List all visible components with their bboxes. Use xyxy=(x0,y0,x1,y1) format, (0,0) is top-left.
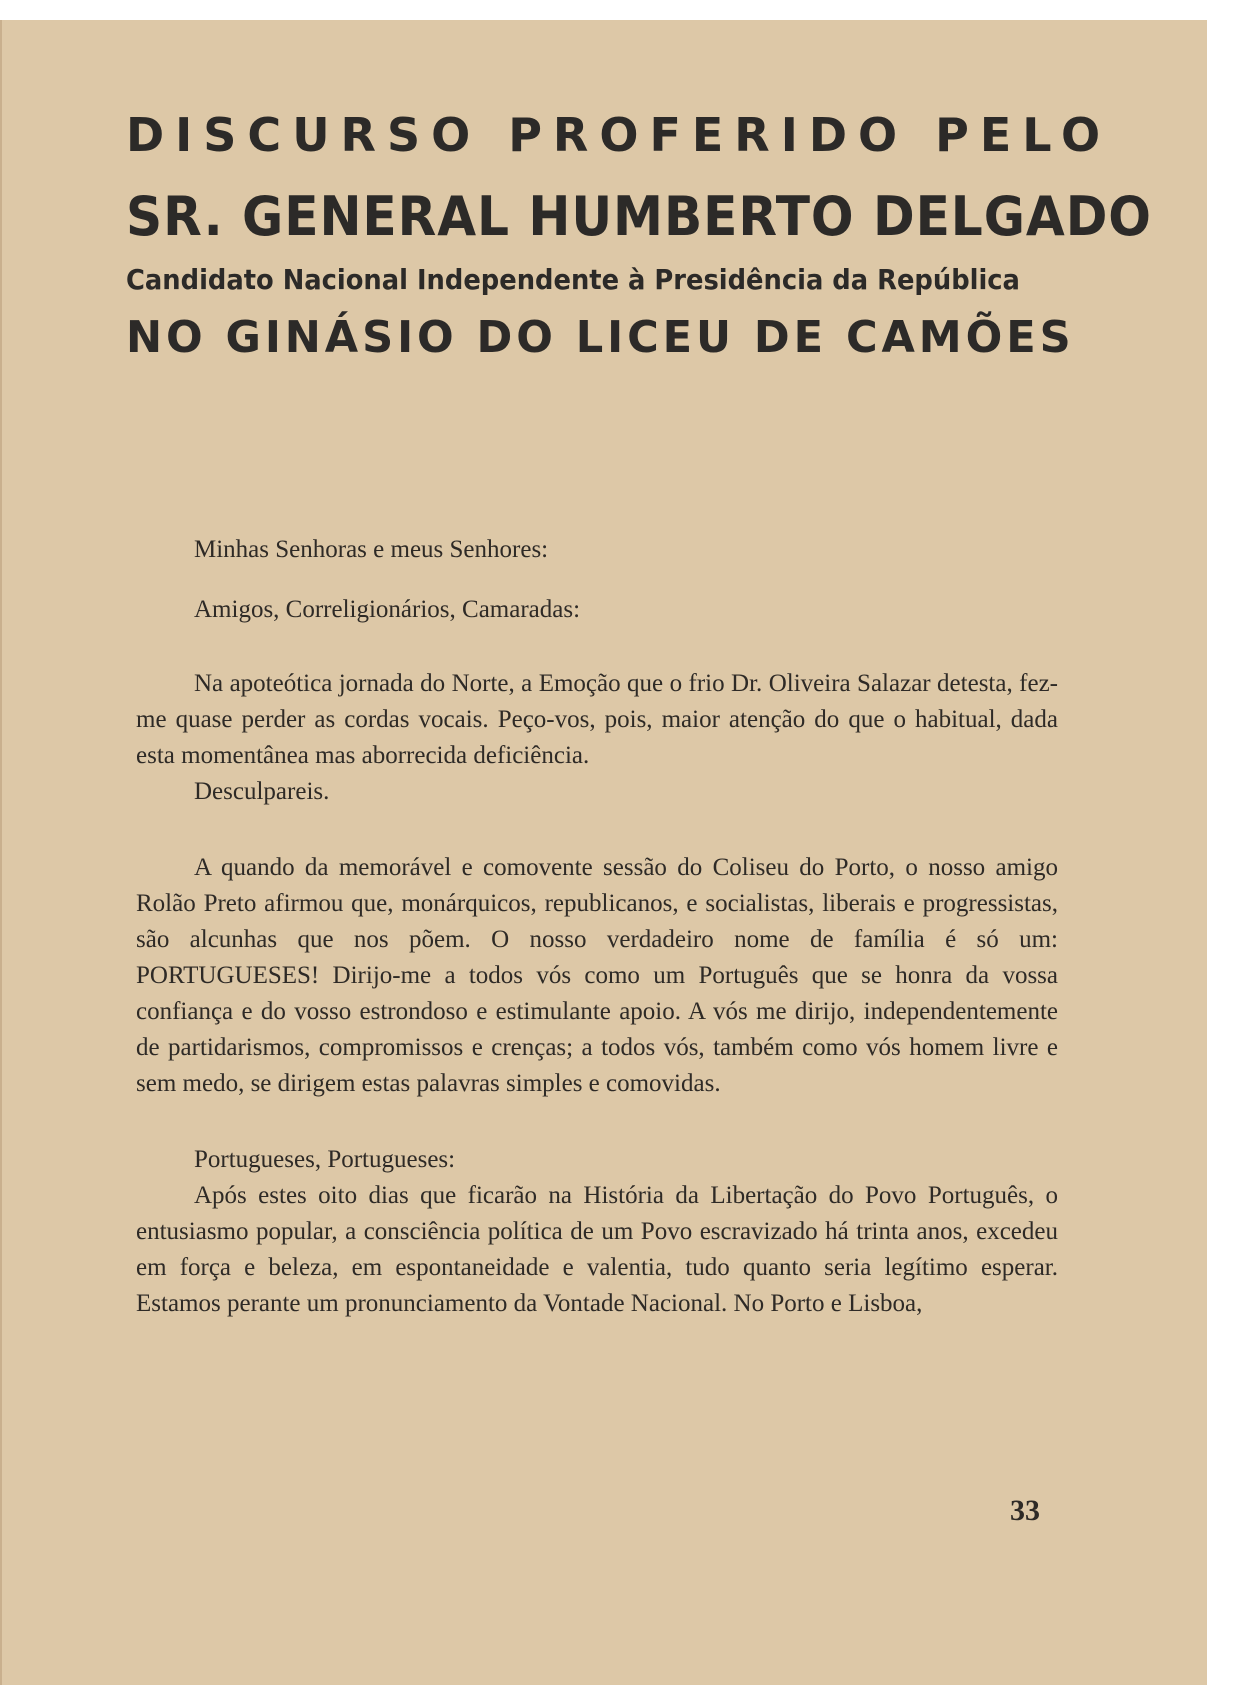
greeting-ladies-gentlemen: Minhas Senhoras e meus Senhores: xyxy=(194,536,549,563)
paragraph-portugueses: Portugueses, Portugueses: xyxy=(194,1146,456,1173)
paragraph-desculpareis: Desculpareis. xyxy=(194,778,330,805)
paragraph-oito-dias: Após estes oito dias que ficarão na História da Libertação do Povo Português, o entusiasmo popular, a consciência política de um Povo escravizado há trinta anos, excedeu em força e beleza, em espontaneidade e valentia, tudo quanto seria legítimo esperar. Estamos perante um pronunciamento da Vontade Nacional. No Porto e Lisboa, xyxy=(136,1182,1058,1317)
speech-body xyxy=(136,532,1058,1322)
greeting-friends: Amigos, Correligionários, Camaradas: xyxy=(194,596,581,623)
paragraph-norte: Na apoteótica jornada do Norte, a Emoção que o frio Dr. Oliveira Salazar detesta, fez-me quase perder as cordas vocais. Peço-vos, pois, maior atenção do que o habitual, dada esta momentânea mas aborrecida deficiência. xyxy=(136,670,1058,769)
heading-general-name: SR. GENERAL HUMBERTO DELGADO xyxy=(126,185,1152,248)
heading-venue: NO GINÁSIO DO LICEU DE CAMÕES xyxy=(126,312,1075,363)
page-number: 33 xyxy=(1010,1494,1040,1527)
heading-discurso: DISCURSO PROFERIDO PELO xyxy=(126,108,1112,162)
paragraph-coliseu: A quando da memorável e comovente sessão do Coliseu do Porto, o nosso amigo Rolão Preto afirmou que, monárquicos, republicanos, e socialistas, liberais e progressistas, são alcunhas que nos põem. O nosso verdadeiro nome de família é só um: PORTUGUESES! Dirijo-me a todos vós como um Português que se honra da vossa confiança e do vosso estrondoso e estimulante apoio. A vós me dirijo, independentemente de partidarismos, compromissos e crenças; a todos vós, também como vós homem livre e sem medo, se dirigem estas palavras simples e comovidas. xyxy=(136,854,1058,1097)
heading-candidate-subtitle: Candidato Nacional Independente à Presidência da República xyxy=(126,263,1020,296)
document-header xyxy=(126,108,1152,363)
document-page xyxy=(0,20,1207,1685)
